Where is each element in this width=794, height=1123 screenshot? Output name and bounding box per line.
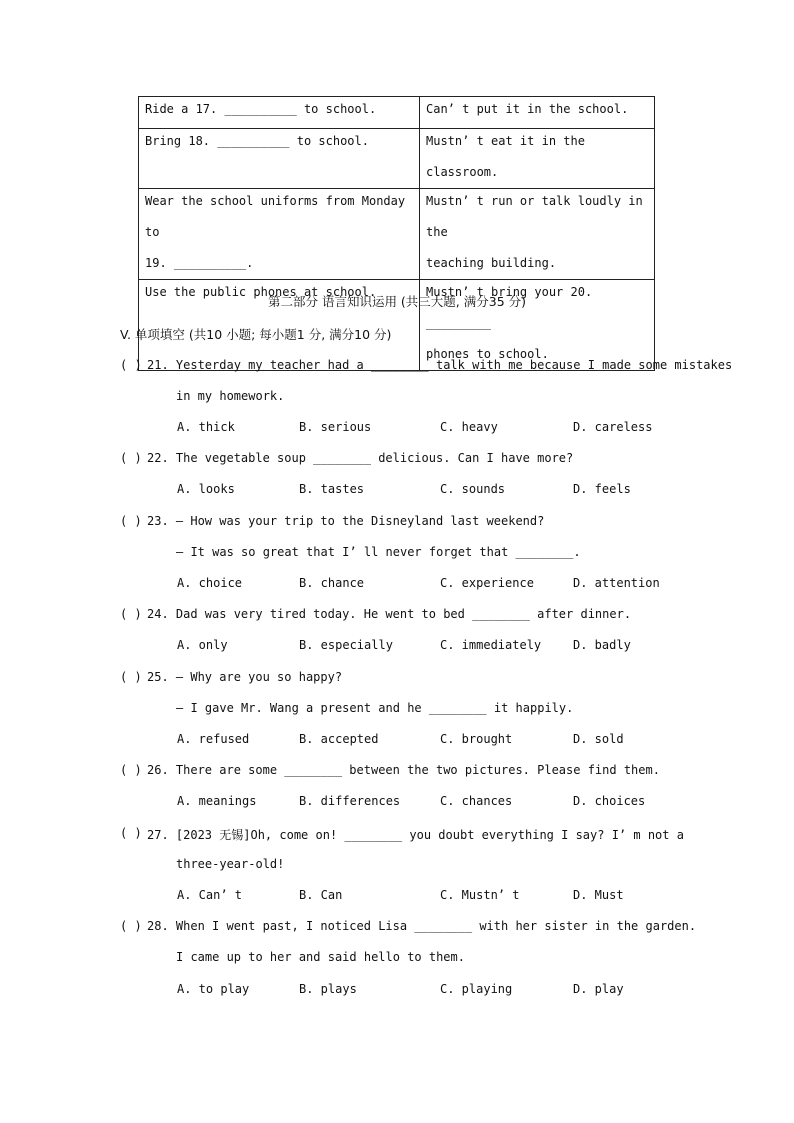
table-cell: Wear the school uniforms from Monday to 19. __________. <box>139 189 420 280</box>
table-cell: Mustn’ t bring your 20. _________ phones to school. <box>420 280 655 371</box>
question-text: 28. When I went past, I noticed Lisa ________ with her sister in the garden. <box>147 919 697 933</box>
question-text: three-year-old! <box>176 857 285 871</box>
section-title: V. 单项填空 (共10 小题; 每小题1 分, 满分10 分) <box>120 327 392 342</box>
question-text: in my homework. <box>176 389 285 403</box>
option-c[interactable]: C. experience <box>440 576 534 590</box>
answer-paren[interactable]: ( ) <box>120 826 142 840</box>
question-text: 22. The vegetable soup ________ delicious. Can I have more? <box>147 451 574 465</box>
table-row <box>139 189 655 280</box>
part-title: 第二部分 语言知识运用 (共三大题, 满分35 分) <box>267 294 527 309</box>
question-text: 24. Dad was very tired today. He went to bed ________ after dinner. <box>147 607 632 621</box>
option-d[interactable]: D. Must <box>573 888 624 902</box>
option-d[interactable]: D. careless <box>573 420 653 434</box>
option-d[interactable]: D. badly <box>573 638 631 652</box>
question-text: 21. Yesterday my teacher had a ________ talk with me because I made some mistakes <box>147 358 733 372</box>
option-b[interactable]: B. plays <box>299 982 357 996</box>
answer-paren[interactable]: ( ) <box>120 514 142 528</box>
option-c[interactable]: C. chances <box>440 794 513 808</box>
option-a[interactable]: A. thick <box>177 420 235 434</box>
option-b[interactable]: B. serious <box>299 420 372 434</box>
question-text: — It was so great that I’ ll never forget that ________. <box>176 545 581 559</box>
answer-paren[interactable]: ( ) <box>120 919 142 933</box>
option-c[interactable]: C. playing <box>440 982 513 996</box>
option-d[interactable]: D. play <box>573 982 624 996</box>
option-a[interactable]: A. choice <box>177 576 243 590</box>
answer-paren[interactable]: ( ) <box>120 358 142 372</box>
option-d[interactable]: D. feels <box>573 482 631 496</box>
option-a[interactable]: A. looks <box>177 482 235 496</box>
table-row <box>139 129 655 189</box>
question-text: 23. — How was your trip to the Disneyland last weekend? <box>147 514 545 528</box>
option-a[interactable]: A. only <box>177 638 228 652</box>
option-b[interactable]: B. Can <box>299 888 343 902</box>
option-b[interactable]: B. tastes <box>299 482 365 496</box>
answer-paren[interactable]: ( ) <box>120 451 142 465</box>
question-text: — I gave Mr. Wang a present and he ________ it happily. <box>176 701 574 715</box>
option-c[interactable]: C. brought <box>440 732 513 746</box>
option-d[interactable]: D. choices <box>573 794 646 808</box>
option-d[interactable]: D. sold <box>573 732 624 746</box>
question-text: I came up to her and said hello to them. <box>176 950 465 964</box>
table-cell: Can’ t put it in the school. <box>420 97 655 129</box>
option-d[interactable]: D. attention <box>573 576 660 590</box>
option-a[interactable]: A. to play <box>177 982 250 996</box>
table-cell: Bring 18. __________ to school. <box>139 129 420 189</box>
option-c[interactable]: C. immediately <box>440 638 542 652</box>
answer-paren[interactable]: ( ) <box>120 607 142 621</box>
answer-paren[interactable]: ( ) <box>120 763 142 777</box>
option-b[interactable]: B. accepted <box>299 732 379 746</box>
table-cell: Mustn’ t run or talk loudly in the teaching building. <box>420 189 655 280</box>
table-row <box>139 97 655 129</box>
option-a[interactable]: A. meanings <box>177 794 257 808</box>
question-text: 25. — Why are you so happy? <box>147 670 343 684</box>
option-c[interactable]: C. Mustn’ t <box>440 888 520 902</box>
table-cell: Use the public phones at school. <box>139 280 420 371</box>
table-cell: Ride a 17. __________ to school. <box>139 97 420 129</box>
option-a[interactable]: A. refused <box>177 732 250 746</box>
option-c[interactable]: C. sounds <box>440 482 506 496</box>
option-c[interactable]: C. heavy <box>440 420 498 434</box>
option-a[interactable]: A. Can’ t <box>177 888 243 902</box>
question-text: 26. There are some ________ between the two pictures. Please find them. <box>147 763 660 777</box>
table-cell: Mustn’ t eat it in the classroom. <box>420 129 655 189</box>
option-b[interactable]: B. chance <box>299 576 365 590</box>
question-text: 27. [2023 无锡]Oh, come on! ________ you doubt everything I say? I’ m not a <box>147 828 684 842</box>
answer-paren[interactable]: ( ) <box>120 670 142 684</box>
option-b[interactable]: B. especially <box>299 638 393 652</box>
option-b[interactable]: B. differences <box>299 794 401 808</box>
